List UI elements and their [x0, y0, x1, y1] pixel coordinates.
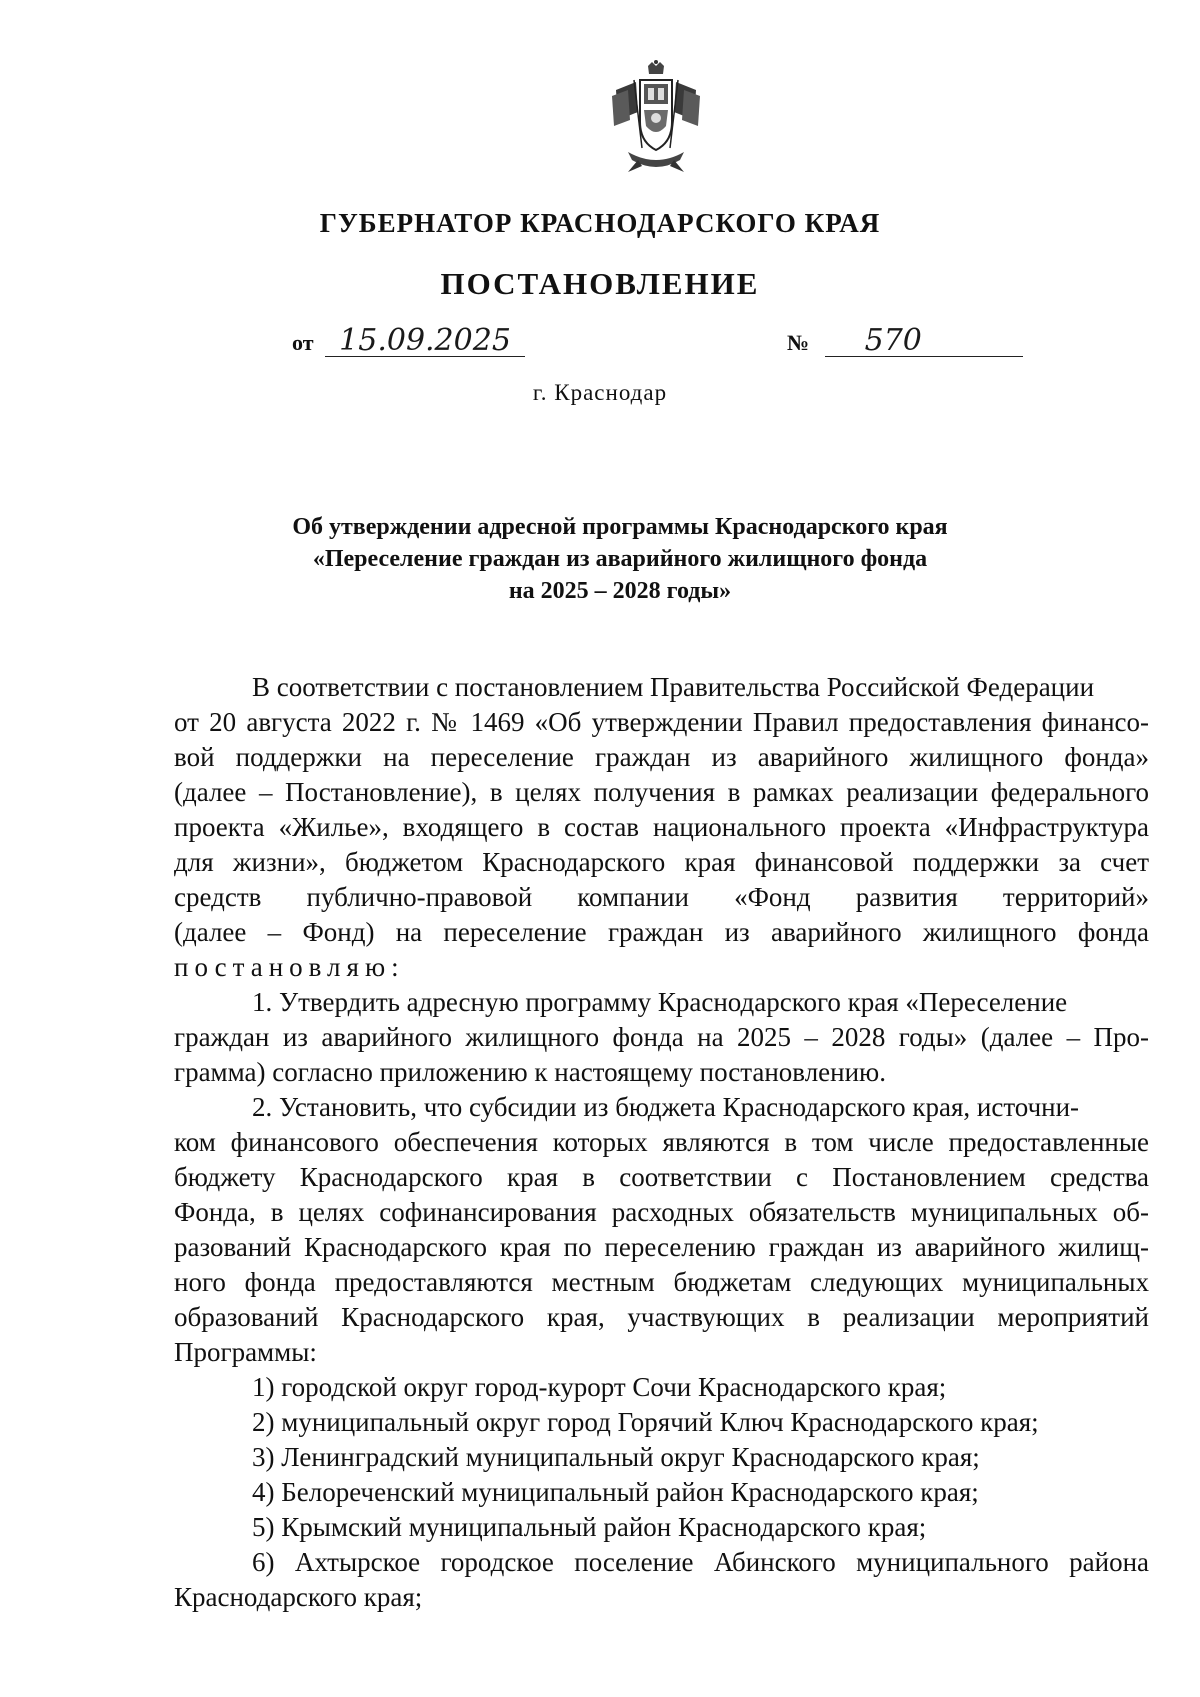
paragraph-line: разований Краснодарского края по переселению граждан из аварийного жилищ- [174, 1232, 1149, 1262]
paragraph-line: бюджету Краснодарского края в соответствии с Постановлением средства [174, 1162, 1149, 1192]
date-prefix: от [292, 330, 314, 355]
resolve-word: постановляю: [174, 952, 405, 982]
document-body [174, 670, 1149, 1615]
number-value: 570 [825, 326, 1023, 357]
city-line: г. Краснодар [532, 380, 668, 405]
issuing-authority: ГУБЕРНАТОР КРАСНОДАРСКОГО КРАЯ [319, 208, 881, 238]
list-item: 2) муниципальный округ город Горячий Ключ Краснодарского края; [252, 1407, 1039, 1437]
list-item-continuation: Краснодарского края; [174, 1582, 423, 1612]
number-field [787, 323, 1023, 358]
paragraph-line: 1. Утвердить адресную программу Краснодарского края «Переселение [252, 987, 1068, 1017]
paragraph-line: ного фонда предоставляются местным бюджетам следующих муниципальных [174, 1267, 1149, 1297]
paragraph-line: от 20 августа 2022 г. № 1469 «Об утверждении Правил предоставления финансо- [174, 707, 1149, 737]
paragraph-line: 2. Установить, что субсидии из бюджета Краснодарского края, источни- [252, 1092, 1080, 1122]
document-type: ПОСТАНОВЛЕНИЕ [440, 266, 760, 301]
coat-of-arms-icon [608, 60, 704, 176]
list-item: 5) Крымский муниципальный район Краснодарского края; [252, 1512, 927, 1542]
paragraph-line: В соответствии с постановлением Правительства Российской Федерации [252, 672, 1095, 702]
paragraph-line: образований Краснодарского края, участвующих в реализации мероприятий [174, 1302, 1149, 1332]
title-line: на 2025 – 2028 годы» [508, 578, 732, 604]
paragraph-line: Программы: [174, 1337, 317, 1367]
list-item: 3) Ленинградский муниципальный округ Краснодарского края; [252, 1442, 980, 1472]
paragraph-line: проекта «Жилье», входящего в состав национального проекта «Инфраструктура [174, 812, 1149, 842]
title-line: «Переселение граждан из аварийного жилищного фонда [312, 546, 928, 572]
paragraph-line: вой поддержки на переселение граждан из аварийного жилищного фонда» [174, 742, 1149, 772]
paragraph-line: средств публично-правовой компании «Фонд развития территорий» [174, 882, 1149, 912]
list-item: 4) Белореченский муниципальный район Краснодарского края; [252, 1477, 979, 1507]
date-field [292, 323, 525, 358]
list-item: 1) городской округ город-курорт Сочи Краснодарского края; [252, 1372, 947, 1402]
document-title [200, 511, 1040, 607]
paragraph-line: для жизни», бюджетом Краснодарского края финансовой поддержки за счет [174, 847, 1149, 877]
date-value: 15.09.2025 [325, 326, 525, 357]
number-prefix: № [787, 330, 810, 355]
paragraph-line: (далее – Фонд) на переселение граждан из аварийного жилищного фонда [174, 917, 1149, 947]
title-line: Об утверждении адресной программы Краснодарского края [292, 514, 948, 540]
paragraph-line: грамма) согласно приложению к настоящему постановлению. [174, 1057, 886, 1087]
paragraph-line: граждан из аварийного жилищного фонда на 2025 – 2028 годы» (далее – Про- [174, 1022, 1149, 1052]
paragraph-line: (далее – Постановление), в целях получения в рамках реализации федерального [174, 777, 1149, 807]
list-item: 6) Ахтырское городское поселение Абинского муниципального района [252, 1547, 1149, 1577]
paragraph-line: ком финансового обеспечения которых являются в том числе предоставленные [174, 1127, 1149, 1157]
paragraph-line: Фонда, в целях софинансирования расходных обязательств муниципальных об- [174, 1197, 1149, 1227]
